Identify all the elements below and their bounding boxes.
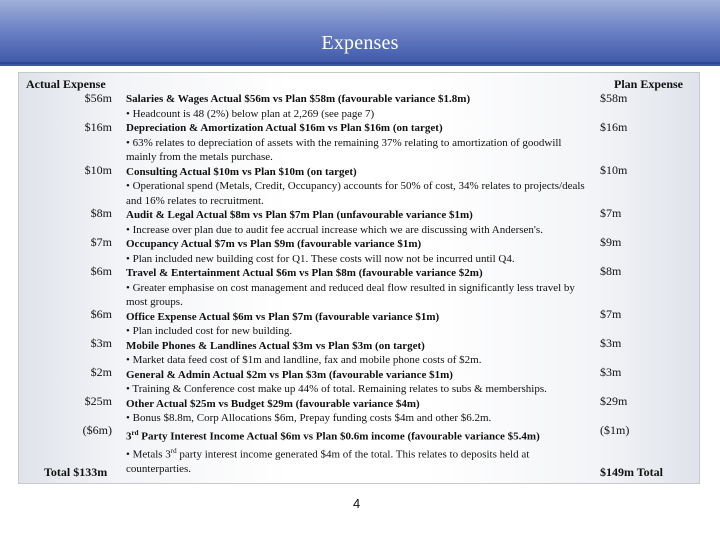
item-note: • Market data feed cost of $1m and landline, fax and mobile phone costs of $2m. [126,354,482,366]
actual-value-office: $6m [90,307,112,321]
actual-value-other: $25m [84,394,112,408]
item-title-superscript: rd [131,428,139,437]
plan-value-phones: $3m [600,336,622,350]
item-interest [126,426,590,477]
item-occupancy [126,237,590,266]
actual-value-consulting: $10m [84,163,112,177]
plan-total: $149m Total [600,465,664,479]
plan-value-interest: ($1m) [600,423,630,437]
actual-expense-header: Actual Expense [26,77,106,91]
plan-value-consulting: $10m [600,163,628,177]
item-note: • Training & Conference cost make up 44% of total. Remaining relates to subs & memberships. [126,383,547,395]
item-note: • Operational spend (Metals, Credit, Occupancy) accounts for 50% of cost, 34% relates to projects/deals and 16% relates to recruitment. [126,180,585,207]
item-note: • Headcount is 48 (2%) below plan at 2,269 (see page 7) [126,107,375,120]
plan-value-other: $29m [600,394,628,408]
item-travel [126,266,590,310]
item-note: • 63% relates to depreciation of assets with the remaining 37% relating to amortization of goodwill mainly from the metals purchase. [126,136,562,163]
item-title: Occupancy Actual $7m vs Plan $9m (favourable variance $1m) [126,238,422,250]
item-note: • Bonus $8.8m, Corp Allocations $6m, Prepay funding costs $4m and other $6.2m. [126,412,492,424]
actual-value-general-admin: $2m [90,365,112,379]
expense-commentary [126,92,590,476]
item-salaries [126,92,590,121]
item-audit-legal [126,208,590,237]
item-title: Other Actual $25m vs Budget $29m (favourable variance $4m) [126,397,420,410]
actual-value-depreciation: $16m [84,120,112,134]
item-title: Travel & Entertainment Actual $6m vs Plan $8m (favourable variance $2m) [126,267,483,279]
plan-value-depreciation: $16m [600,120,628,134]
item-note: • Increase over plan due to audit fee accrual increase which we are discussing with Andersen's. [126,223,543,236]
item-title: Office Expense Actual $6m vs Plan $7m (favourable variance $1m) [126,310,440,323]
plan-value-audit-legal: $7m [600,206,622,220]
slide-title: Expenses [321,32,399,54]
plan-expense-header: Plan Expense [614,77,684,91]
item-depreciation [126,121,590,165]
plan-value-general-admin: $3m [600,365,622,379]
actual-value-phones: $3m [90,336,112,350]
page-number: 4 [353,496,361,511]
item-title: Mobile Phones & Landlines Actual $3m vs Plan $3m (on target) [126,339,425,352]
item-note: • Plan included new building cost for Q1. These costs will now not be incurred until Q4. [126,252,515,265]
actual-total: Total $133m [44,465,108,479]
plan-value-salaries: $58m [600,91,628,105]
item-title-prefix: 3 [126,430,132,443]
plan-value-travel: $8m [600,264,622,278]
item-consulting [126,165,590,209]
item-title: Depreciation & Amortization Actual $16m vs Plan $16m (on target) [126,122,443,134]
plan-value-occupancy: $9m [600,235,622,249]
actual-value-interest: ($6m) [82,423,112,437]
item-note-prefix: • Metals 3 [126,448,171,461]
item-title: Audit & Legal Actual $8m vs Plan $7m Plan (unfavourable variance $1m) [126,209,473,221]
actual-value-salaries: $56m [84,91,112,105]
item-note-superscript: rd [170,446,177,455]
item-phones [126,339,590,368]
item-note: • Plan included cost for new building. [126,325,293,337]
actual-value-audit-legal: $8m [90,206,112,220]
item-title: Party Interest Income Actual $6m vs Plan $0.6m income (favourable variance $5.4m) [138,430,540,443]
item-note: • Greater emphasise on cost management and reduced deal flow resulted in significantly less travel by most groups. [126,281,575,308]
plan-value-office: $7m [600,307,622,321]
item-note-text: party interest income generated $4m of the total. This relates to deposits held at counterparties. [126,448,530,475]
item-general-admin [126,368,590,397]
actual-value-occupancy: $7m [90,235,112,249]
item-note [126,444,590,477]
item-title: Consulting Actual $10m vs Plan $10m (on target) [126,165,357,178]
item-office [126,310,590,339]
item-title: General & Admin Actual $2m vs Plan $3m (favourable variance $1m) [126,368,453,381]
item-other [126,397,590,426]
item-title: Salaries & Wages Actual $56m vs Plan $58m (favourable variance $1.8m) [126,93,471,105]
title-underline [0,62,720,64]
actual-value-travel: $6m [90,264,112,278]
title-bar [0,0,720,66]
